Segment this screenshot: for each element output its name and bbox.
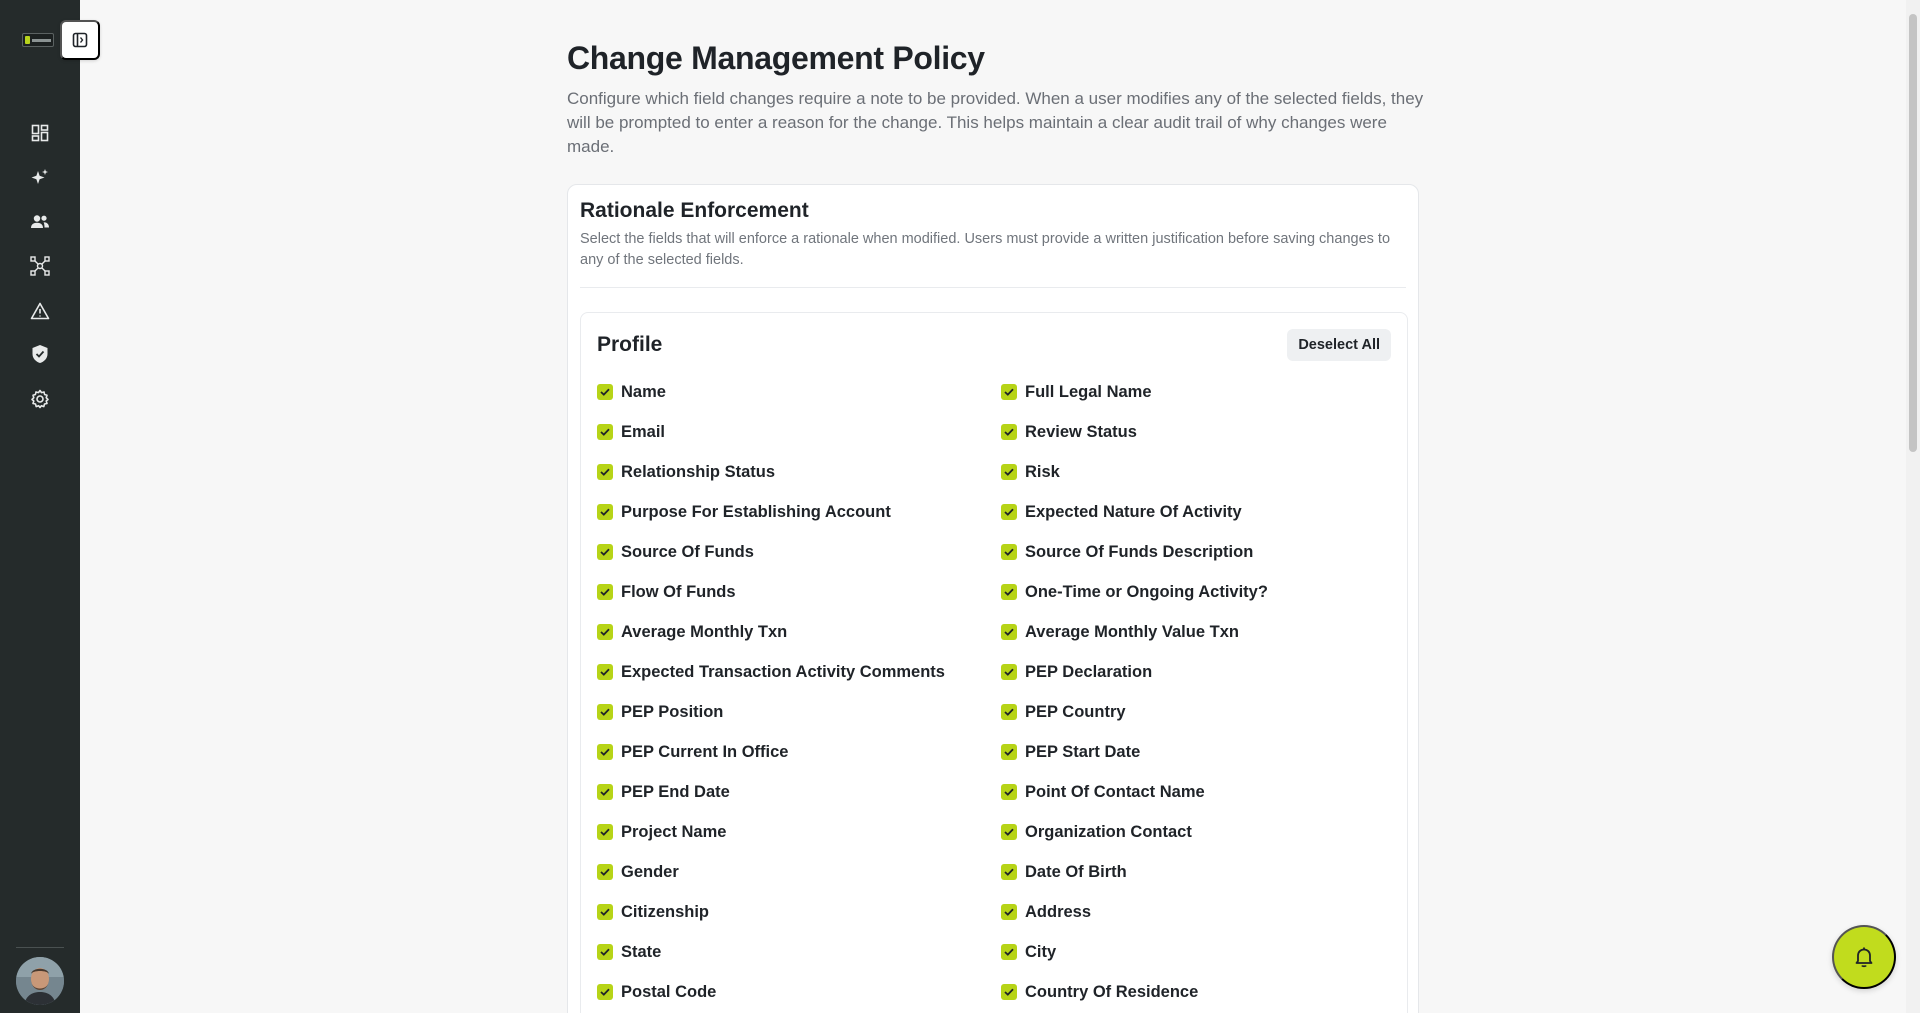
field-option[interactable] — [597, 452, 1001, 492]
checkmark-icon — [1004, 748, 1014, 756]
field-option[interactable] — [597, 692, 1001, 732]
field-option[interactable] — [597, 972, 1001, 1012]
panel-toggle-icon — [72, 32, 88, 48]
checkbox[interactable] — [1001, 544, 1017, 560]
field-option[interactable] — [597, 812, 1001, 852]
scrollbar-track[interactable] — [1906, 0, 1920, 1013]
checkmark-icon — [1004, 908, 1014, 916]
checkmark-icon — [1004, 708, 1014, 716]
checkbox[interactable] — [1001, 744, 1017, 760]
checkbox[interactable] — [597, 504, 613, 520]
checkmark-icon — [1004, 428, 1014, 436]
field-label: Citizenship — [621, 902, 710, 921]
field-option[interactable] — [597, 372, 1001, 412]
sidebar-item-alerts[interactable] — [24, 295, 56, 327]
sidebar-item-ai[interactable] — [24, 162, 56, 194]
section-title: Profile — [597, 333, 663, 356]
checkbox[interactable] — [1001, 944, 1017, 960]
sidebar-item-dashboard[interactable] — [24, 117, 56, 149]
field-option[interactable] — [1001, 972, 1397, 1012]
checkbox[interactable] — [1001, 984, 1017, 1000]
card-divider — [580, 287, 1406, 288]
field-label: Postal Code — [621, 982, 717, 1001]
checkbox[interactable] — [597, 464, 613, 480]
field-option[interactable] — [597, 612, 1001, 652]
field-label: Source Of Funds Description — [1025, 542, 1254, 561]
field-label: Expected Transaction Activity Comments — [621, 662, 945, 681]
checkbox[interactable] — [597, 824, 613, 840]
field-label: Expected Nature Of Activity — [1025, 502, 1242, 521]
field-option[interactable] — [597, 932, 1001, 972]
field-option[interactable] — [597, 652, 1001, 692]
field-label: PEP Country — [1025, 702, 1126, 721]
checkbox[interactable] — [1001, 504, 1017, 520]
field-label: City — [1025, 942, 1057, 961]
field-label: State — [621, 942, 662, 961]
card-title: Rationale Enforcement — [580, 199, 809, 222]
field-label: PEP Declaration — [1025, 662, 1153, 681]
checkbox[interactable] — [1001, 624, 1017, 640]
checkbox[interactable] — [597, 984, 613, 1000]
network-icon — [30, 256, 50, 276]
checkbox[interactable] — [1001, 664, 1017, 680]
bell-icon — [1852, 945, 1876, 969]
checkbox[interactable] — [1001, 424, 1017, 440]
avatar[interactable] — [16, 957, 64, 1005]
checkmark-icon — [600, 828, 610, 836]
field-label: Purpose For Establishing Account — [621, 502, 891, 521]
checkmark-icon — [600, 708, 610, 716]
checkmark-icon — [600, 468, 610, 476]
field-option[interactable] — [1001, 852, 1397, 892]
field-option[interactable] — [597, 892, 1001, 932]
checkmark-icon — [600, 788, 610, 796]
checkmark-icon — [1004, 868, 1014, 876]
field-label: Risk — [1025, 462, 1060, 481]
sidebar — [0, 0, 80, 1013]
field-option[interactable] — [1001, 772, 1397, 812]
field-label: PEP Start Date — [1025, 742, 1141, 761]
checkmark-icon — [1004, 548, 1014, 556]
scrollbar-thumb[interactable] — [1909, 14, 1917, 452]
checkmark-icon — [600, 628, 610, 636]
field-option[interactable] — [597, 852, 1001, 892]
field-label: PEP End Date — [621, 782, 730, 801]
field-option[interactable] — [1001, 612, 1397, 652]
field-option[interactable] — [1001, 492, 1397, 532]
field-label: One-Time or Ongoing Activity? — [1025, 582, 1268, 601]
field-option[interactable] — [597, 572, 1001, 612]
checkbox[interactable] — [597, 904, 613, 920]
checkbox[interactable] — [597, 744, 613, 760]
notifications-button[interactable] — [1832, 925, 1896, 989]
checkmark-icon — [600, 868, 610, 876]
field-label: Average Monthly Txn — [621, 622, 788, 641]
sidebar-divider — [16, 947, 64, 948]
field-label: Gender — [621, 862, 679, 881]
checkbox[interactable] — [1001, 464, 1017, 480]
checkbox[interactable] — [597, 384, 613, 400]
field-label: Country Of Residence — [1025, 982, 1199, 1001]
field-label: PEP Position — [621, 702, 724, 721]
field-option[interactable] — [1001, 892, 1397, 932]
field-list — [597, 372, 1397, 1012]
shield-check-icon — [31, 344, 49, 364]
checkbox[interactable] — [597, 584, 613, 600]
card-description: Select the fields that will enforce a rationale when modified. Users must provide a written justification before saving changes to any of the selected fields. — [580, 231, 1391, 268]
field-label: Organization Contact — [1025, 822, 1192, 841]
sparkle-icon — [30, 168, 50, 188]
field-label: Date Of Birth — [1025, 862, 1127, 881]
checkbox[interactable] — [597, 864, 613, 880]
sidebar-item-users[interactable] — [24, 206, 56, 238]
checkmark-icon — [600, 908, 610, 916]
field-option[interactable] — [1001, 812, 1397, 852]
field-option[interactable] — [1001, 692, 1397, 732]
checkmark-icon — [1004, 988, 1014, 996]
deselect-all-button[interactable]: Deselect All — [1287, 329, 1391, 361]
app-logo[interactable] — [22, 33, 54, 47]
profile-section — [580, 312, 1408, 1013]
field-option[interactable] — [1001, 372, 1397, 412]
field-label: Project Name — [621, 822, 727, 841]
checkbox[interactable] — [597, 424, 613, 440]
field-option[interactable] — [1001, 732, 1397, 772]
checkbox[interactable] — [597, 704, 613, 720]
field-label: Source Of Funds — [621, 542, 754, 561]
field-option[interactable] — [597, 732, 1001, 772]
field-option[interactable] — [1001, 412, 1397, 452]
field-option[interactable] — [597, 492, 1001, 532]
checkmark-icon — [600, 948, 610, 956]
users-icon — [30, 214, 50, 230]
checkbox[interactable] — [597, 624, 613, 640]
field-label: Average Monthly Value Txn — [1025, 622, 1239, 641]
checkbox[interactable] — [1001, 904, 1017, 920]
page-title: Change Management Policy — [567, 40, 985, 76]
rationale-enforcement-card — [567, 184, 1419, 1013]
checkmark-icon — [600, 748, 610, 756]
checkmark-icon — [1004, 468, 1014, 476]
checkmark-icon — [600, 668, 610, 676]
checkbox[interactable] — [1001, 384, 1017, 400]
dashboard-icon — [31, 124, 49, 142]
field-option[interactable] — [597, 532, 1001, 572]
checkmark-icon — [1004, 628, 1014, 636]
checkbox[interactable] — [1001, 824, 1017, 840]
field-label: Name — [621, 382, 666, 401]
field-label: Full Legal Name — [1025, 382, 1152, 401]
checkmark-icon — [1004, 588, 1014, 596]
checkmark-icon — [1004, 668, 1014, 676]
field-label: Relationship Status — [621, 462, 776, 481]
checkbox[interactable] — [597, 944, 613, 960]
field-label: PEP Current In Office — [621, 742, 789, 761]
field-option[interactable] — [1001, 532, 1397, 572]
field-option[interactable] — [597, 412, 1001, 452]
sidebar-item-security[interactable] — [24, 338, 56, 370]
field-label: Point Of Contact Name — [1025, 782, 1205, 801]
checkmark-icon — [1004, 508, 1014, 516]
field-option[interactable] — [1001, 452, 1397, 492]
checkbox[interactable] — [1001, 784, 1017, 800]
checkmark-icon — [600, 428, 610, 436]
checkmark-icon — [1004, 828, 1014, 836]
checkmark-icon — [1004, 388, 1014, 396]
checkbox[interactable] — [1001, 864, 1017, 880]
sidebar-toggle-button[interactable] — [60, 20, 100, 60]
sidebar-item-network[interactable] — [24, 250, 56, 282]
field-option[interactable] — [597, 772, 1001, 812]
field-label: Address — [1025, 902, 1092, 921]
checkbox[interactable] — [597, 544, 613, 560]
checkmark-icon — [600, 588, 610, 596]
checkmark-icon — [600, 388, 610, 396]
checkmark-icon — [600, 548, 610, 556]
checkmark-icon — [600, 508, 610, 516]
checkbox[interactable] — [1001, 704, 1017, 720]
field-label: Flow Of Funds — [621, 582, 736, 601]
warning-icon — [30, 302, 50, 320]
sidebar-item-settings[interactable] — [24, 383, 56, 415]
field-option[interactable] — [1001, 932, 1397, 972]
field-option[interactable] — [1001, 652, 1397, 692]
checkmark-icon — [1004, 788, 1014, 796]
checkmark-icon — [1004, 948, 1014, 956]
field-option[interactable] — [1001, 572, 1397, 612]
checkbox[interactable] — [597, 664, 613, 680]
field-label: Email — [621, 422, 666, 441]
checkbox[interactable] — [597, 784, 613, 800]
field-label: Review Status — [1025, 422, 1137, 441]
checkbox[interactable] — [1001, 584, 1017, 600]
gear-icon — [30, 389, 50, 409]
checkmark-icon — [600, 988, 610, 996]
page-description: Configure which field changes require a note to be provided. When a user modifies any of the selected fields, they will be prompted to enter a reason for the change. This helps maintain a clear audit trail of why changes were made. — [567, 89, 1424, 156]
